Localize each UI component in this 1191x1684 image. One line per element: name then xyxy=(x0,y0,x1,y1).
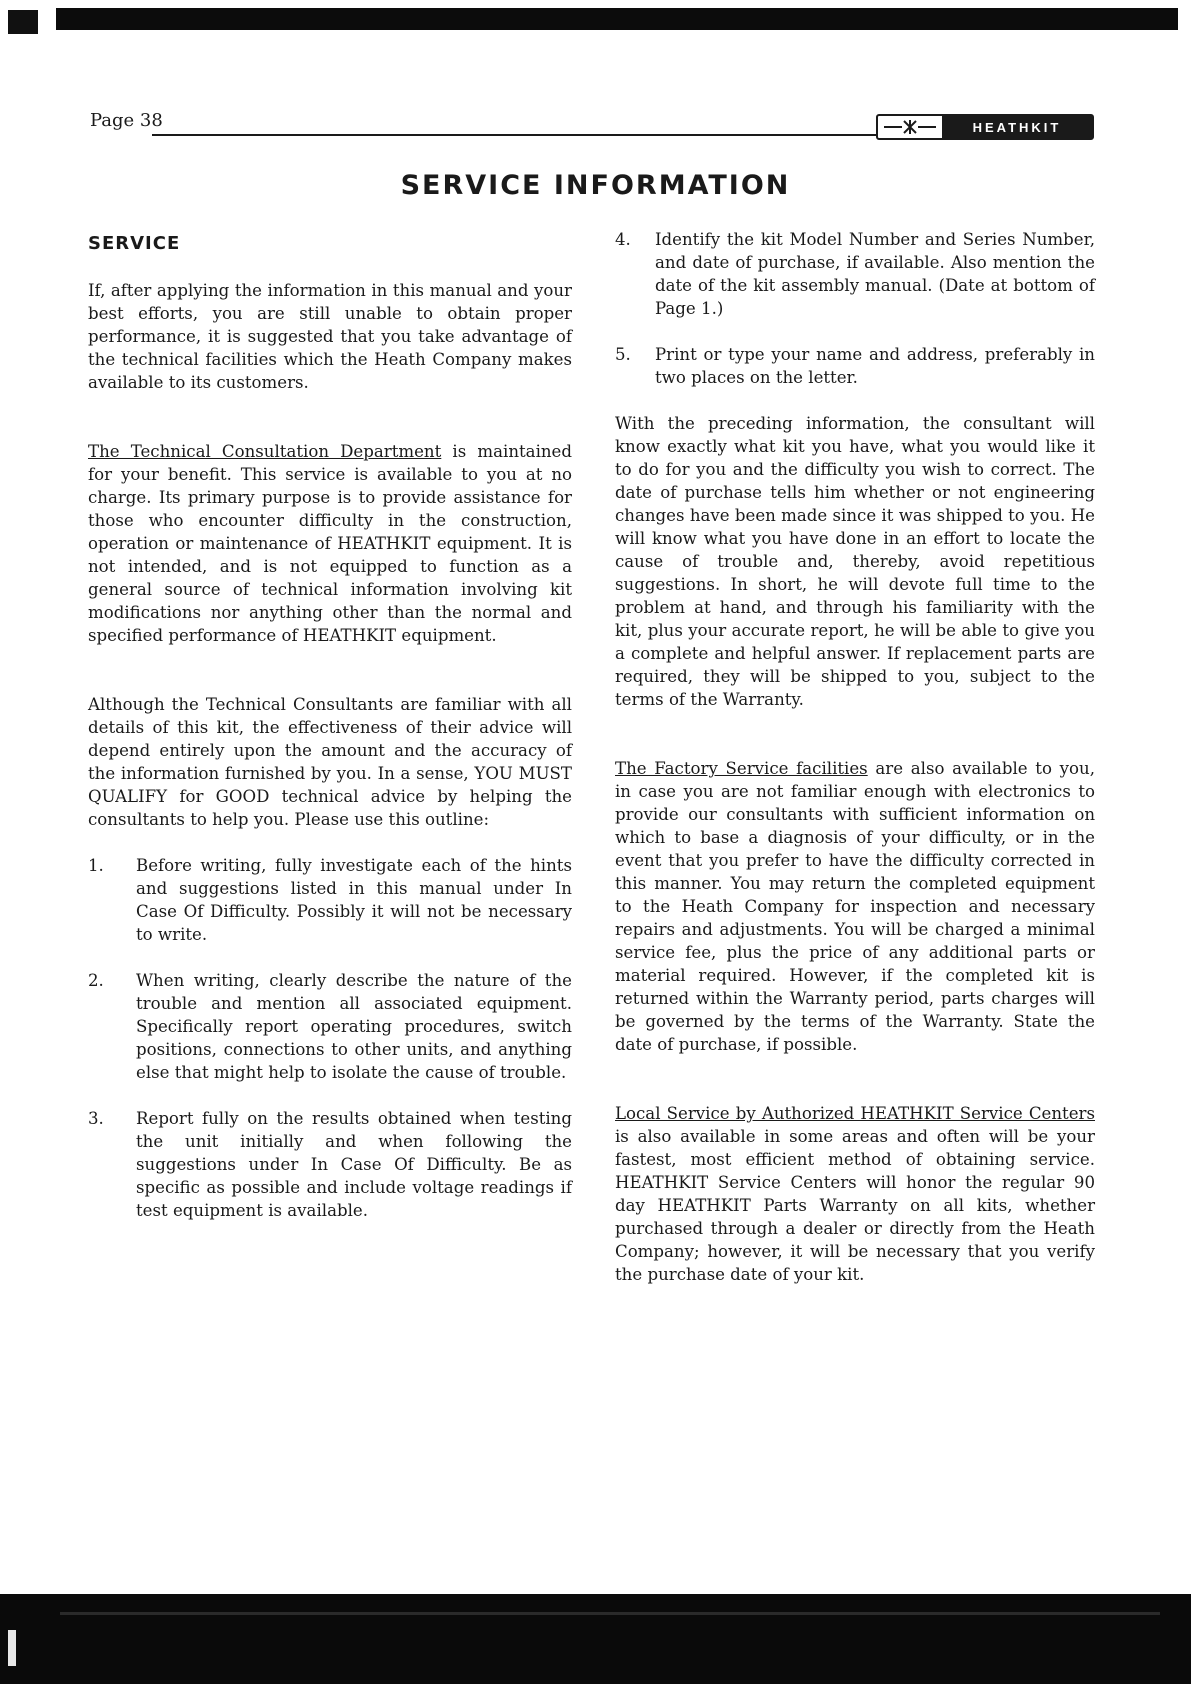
local-service-text: is also available in some areas and often will be your fastest, most efficient method of obtaining service. HEATHKIT Service Centers will honor the regular 90 day HEATHKIT Parts Warranty on all kits, whether purchased through a dealer or directly from the Heath Company; however, it will be necessary that you verify the purchase date of your kit. xyxy=(615,1127,1095,1284)
list-text: Report fully on the results obtained when testing the unit initially and when following the suggestions under In Case Of Difficulty. Be as specific as possible and include voltage readings if test equipment is available. xyxy=(136,1109,572,1220)
list-item xyxy=(88,854,572,946)
right-column xyxy=(615,228,1095,1309)
consultation-dept-label: The Technical Consultation Department xyxy=(88,442,442,461)
list-number: 5. xyxy=(615,345,631,364)
page-title: SERVICE INFORMATION xyxy=(400,170,791,201)
list-text: Identify the kit Model Number and Series Number, and date of purchase, if available. Also mention the date of the kit assembly manual. (Date at bottom of Page 1.) xyxy=(655,230,1095,318)
local-service-label: Local Service by Authorized HEATHKIT Service Centers xyxy=(615,1104,1095,1123)
list-number: 2. xyxy=(88,971,104,990)
consultation-paragraph xyxy=(88,440,572,647)
page-number: Page 38 xyxy=(90,110,163,131)
heathkit-logo xyxy=(876,114,1094,140)
top-black-band xyxy=(56,8,1178,30)
list-item xyxy=(88,1107,572,1222)
list-item xyxy=(615,343,1095,389)
consultant-knowledge-paragraph: With the preceding information, the consultant will know exactly what kit you have, what you would like it to do for you and the difficulty you wish to correct. The date of purchase tells him whether or not engineering changes have been made since it was shipped to you. He will know what you have done in an effort to locate the cause of trouble and, thereby, avoid repetitious suggestions. In short, he will devote full time to the problem at hand, and through his familiarity with the kit, plus your accurate report, he will be able to give you a complete and helpful answer. If replacement parts are required, they will be shipped to you, subject to the terms of the Warranty. xyxy=(615,414,1095,709)
header-rule xyxy=(152,134,876,136)
list-text: Print or type your name and address, preferably in two places on the letter. xyxy=(655,345,1095,387)
factory-service-label: The Factory Service facilities xyxy=(615,759,868,778)
logo-wordmark: HEATHKIT xyxy=(942,116,1092,138)
list-number: 1. xyxy=(88,856,104,875)
list-number: 3. xyxy=(88,1109,104,1128)
top-scan-bar xyxy=(0,0,1191,38)
consultation-text: is maintained for your benefit. This service is available to you at no charge. Its primary purpose is to provide assistance for those who encounter difficulty in the construction, operation or maintenance of HEATHKIT equipment. It is not intended, and is not equipped to function as a general source of technical information involving kit modifications nor anything other than the normal and specified performance of HEATHKIT equipment. xyxy=(88,442,573,645)
factory-service-paragraph xyxy=(615,757,1095,1056)
consultants-paragraph: Although the Technical Consultants are familiar with all details of this kit, the effectiveness of their advice will depend entirely upon the amount and the accuracy of the information furnished by you. In a sense, YOU MUST QUALIFY for GOOD technical advice by helping the consultants to help you. Please use this outline: xyxy=(88,695,572,829)
bottom-scan-bar xyxy=(0,1594,1191,1684)
list-item xyxy=(88,969,572,1084)
outline-list-continued xyxy=(615,228,1095,389)
corner-mark xyxy=(8,10,38,34)
list-text: Before writing, fully investigate each of the hints and suggestions listed in this manual under In Case Of Difficulty. Possibly it will not be necessary to write. xyxy=(136,856,572,944)
logo-emblem-icon xyxy=(878,116,942,138)
intro-paragraph: If, after applying the information in this manual and your best efforts, you are still unable to obtain proper performance, it is suggested that you take advantage of the technical facilities which the Heath Company makes available to its customers. xyxy=(88,281,572,392)
section-heading: SERVICE xyxy=(88,233,181,254)
binding-mark xyxy=(8,1630,16,1666)
factory-service-text: are also available to you, in case you are not familiar enough with electronics to provide our consultants with sufficient information on which to base a diagnosis of your difficulty, or in the event that you prefer to have the difficulty corrected in this manner. You may return the completed equipment to the Heath Company for inspection and necessary repairs and adjustments. You will be charged a minimal service fee, plus the price of any additional parts or material required. However, if the completed kit is returned within the Warranty period, parts charges will be governed by the terms of the Warranty. State the date of purchase, if possible. xyxy=(615,759,1095,1054)
local-service-paragraph xyxy=(615,1102,1095,1286)
left-column xyxy=(88,232,572,1245)
outline-list xyxy=(88,854,572,1222)
list-number: 4. xyxy=(615,230,631,249)
list-text: When writing, clearly describe the nature of the trouble and mention all associated equipment. Specifically report operating procedures, switch positions, connections to other units, and anything else that might help to isolate the cause of trouble. xyxy=(136,971,572,1082)
scan-streak xyxy=(60,1612,1160,1615)
list-item xyxy=(615,228,1095,320)
